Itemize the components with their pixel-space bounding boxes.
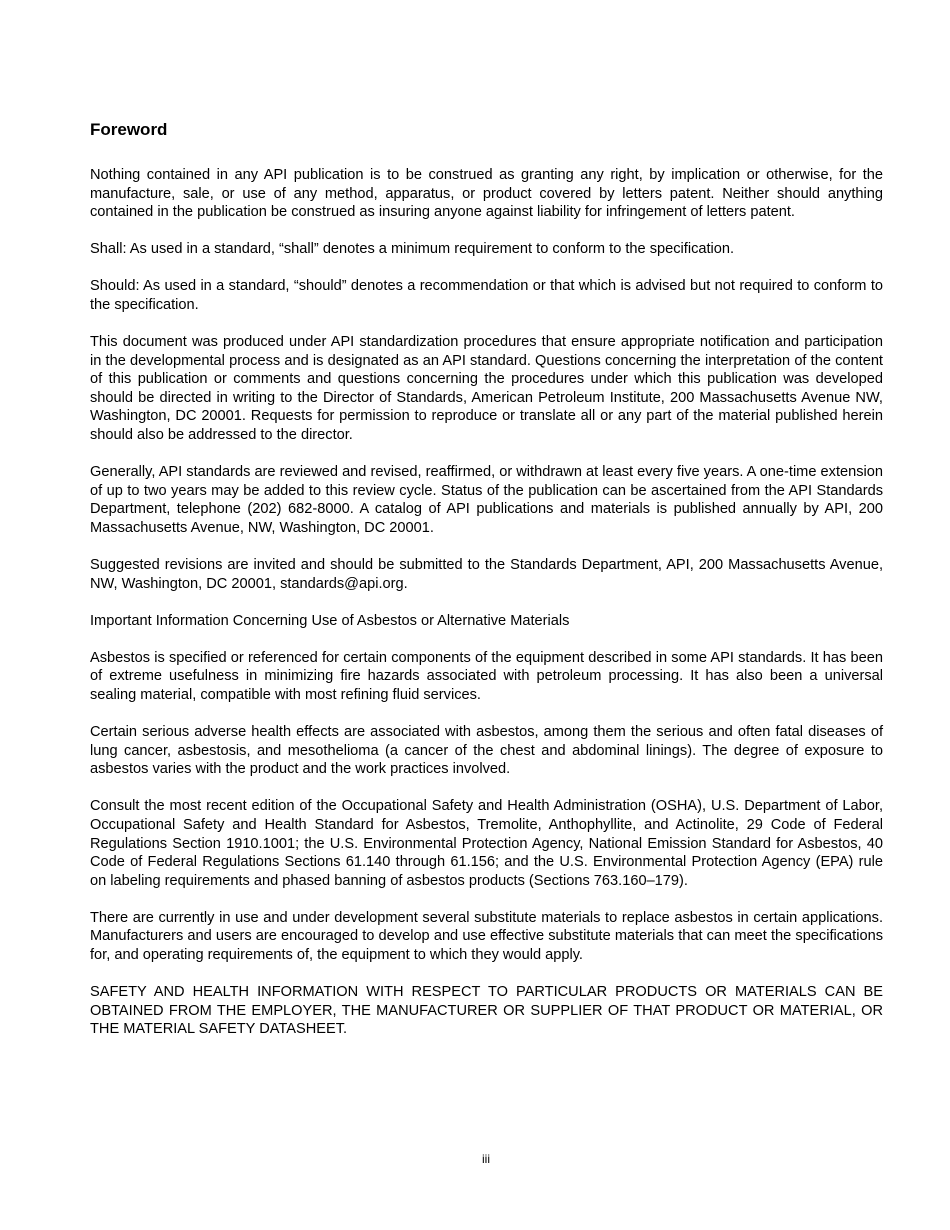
paragraph-shall-definition: Shall: As used in a standard, “shall” denotes a minimum requirement to conform to the specification.: [90, 241, 735, 258]
paragraph-suggested-revisions: Suggested revisions are invited and should be submitted to the Standards Department, API, 200 Massachusetts Avenue, NW, Washington, DC 20001, standards@api.org.: [90, 557, 883, 592]
page-number: iii: [482, 1152, 490, 1166]
paragraph-regulations: Consult the most recent edition of the Occupational Safety and Health Administration (OSHA), U.S. Department of Labor, Occupational Safety and Health Standard for Asbestos, Tremolite, Anthophyllite, and Actinolite, 29 Code of Federal Regulations Section 1910.1001; the U.S. Environmental Protection Agency, National Emission Standard for Asbestos, 40 Code of Federal Regulations Sections 61.140 through 61.156; and the U.S. Environmental Protection Agency (EPA) rule on labeling requirements and phased banning of asbestos products (Sections 763.160–179).: [90, 798, 883, 889]
section-subheading-asbestos: Important Information Concerning Use of Asbestos or Alternative Materials: [90, 612, 570, 629]
paragraph-health-effects: Certain serious adverse health effects are associated with asbestos, among them the serious and often fatal diseases of lung cancer, asbestosis, and mesothelioma (a cancer of the chest and abdominal linings). The degree of exposure to asbestos varies with the product and the work practices involved.: [90, 724, 883, 778]
paragraph-standardization-procedures: This document was produced under API standardization procedures that ensure appropriate notification and participation in the developmental process and is designated as an API standard. Questions concerning the interpretation of the content of this publication or comments and questions concerning the procedures under which this publication was developed should be directed in writing to the Director of Standards, American Petroleum Institute, 200 Massachusetts Avenue NW, Washington, DC 20001. Requests for permission to reproduce or translate all or any part of the material published herein should also be addressed to the director.: [90, 334, 883, 444]
document-page: [90, 119, 883, 1057]
paragraph-asbestos-usage: Asbestos is specified or referenced for certain components of the equipment described in some API standards. It has been of extreme usefulness in minimizing fire hazards associated with petroleum processing. It has also been a universal sealing material, compatible with most refining fluid services.: [90, 649, 883, 703]
page-title: Foreword: [90, 120, 168, 139]
paragraph-safety-notice: SAFETY AND HEALTH INFORMATION WITH RESPECT TO PARTICULAR PRODUCTS OR MATERIALS CAN BE OBTAINED FROM THE EMPLOYER, THE MANUFACTURER OR SUPPLIER OF THAT PRODUCT OR MATERIAL, OR THE MATERIAL SAFETY DATASHEET.: [90, 984, 883, 1038]
paragraph-substitute-materials: There are currently in use and under development several substitute materials to replace asbestos in certain applications. Manufacturers and users are encouraged to develop and use effective substitute materials that can meet the specifications for, and operating requirements of, the equipment to which they would apply.: [90, 909, 883, 963]
paragraph-patent-disclaimer: Nothing contained in any API publication is to be construed as granting any right, by implication or otherwise, for the manufacture, sale, or use of any method, apparatus, or product covered by letters patent. Neither should anything contained in the publication be construed as insuring anyone against liability for infringement of letters patent.: [90, 167, 883, 221]
paragraph-review-cycle: Generally, API standards are reviewed and revised, reaffirmed, or withdrawn at least every five years. A one-time extension of up to two years may be added to this review cycle. Status of the publication can be ascertained from the API Standards Department, telephone (202) 682-8000. A catalog of API publications and materials is published annually by API, 200 Massachusetts Avenue, NW, Washington, DC 20001.: [90, 464, 883, 536]
paragraph-should-definition: Should: As used in a standard, “should” denotes a recommendation or that which is advised but not required to conform to the specification.: [90, 278, 883, 313]
